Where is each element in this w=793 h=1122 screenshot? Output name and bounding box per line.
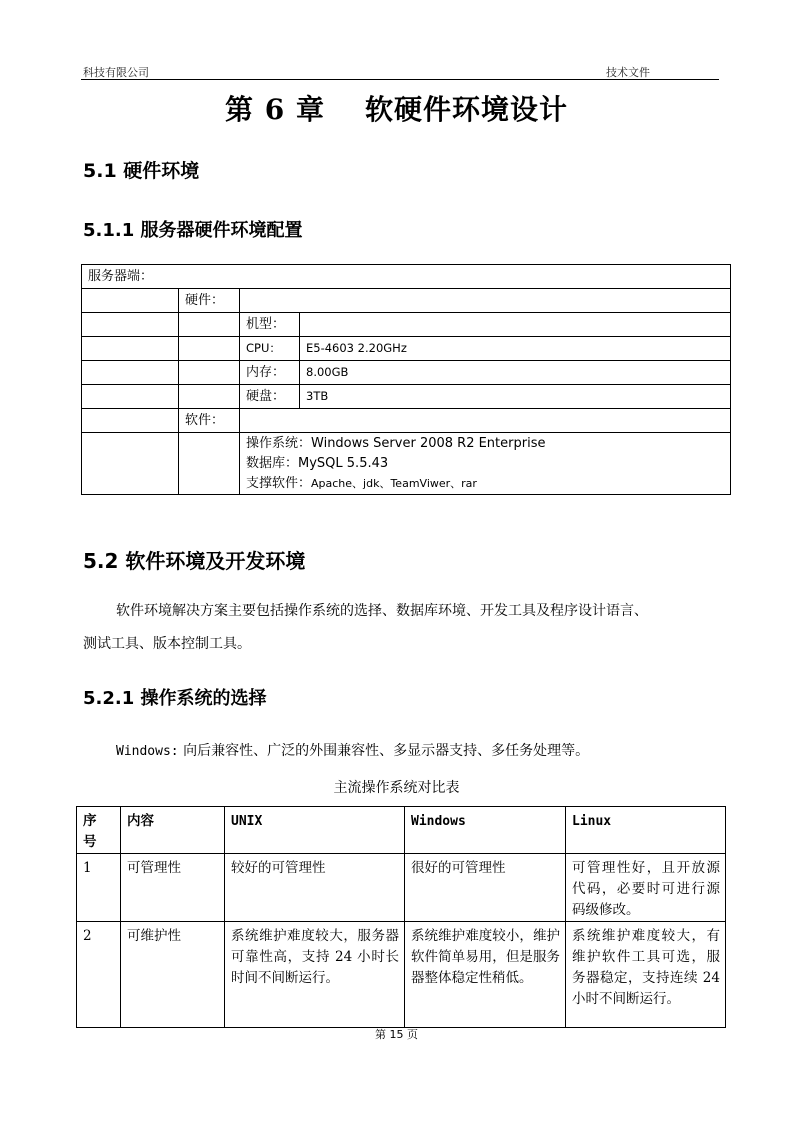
server-config-table [81,264,731,495]
header-doc-type: 技术文件 [606,66,650,79]
table-row [82,265,731,289]
chapter-number: 第 6 章 [225,93,325,126]
header-no: 序号 [77,807,121,854]
table-row [77,854,726,922]
section-5-2-1-heading: 5.2.1 操作系统的选择 [83,688,267,709]
windows-description [116,740,589,760]
table-caption: 主流操作系统对比表 [333,780,460,796]
cell-no: 2 [77,922,121,1028]
table-row [82,313,731,337]
table-row [82,361,731,385]
os-line: 操作系统：Windows Server 2008 R2 Enterprise [246,436,546,451]
chapter-name: 软硬件环境设计 [364,93,568,126]
windows-prefix: Windows: [116,744,179,759]
section-5-1-heading: 5.1 硬件环境 [83,160,200,182]
hw-label: CPU： [240,337,300,361]
table-row [82,289,731,313]
section-5-2-paragraph-line1: 软件环境解决方案主要包括操作系统的选择、数据库环境、开发工具及程序设计语言、 [116,603,648,619]
db-line: 数据库：MySQL 5.5.43 [246,456,389,471]
hw-value: 8.00GB [300,361,731,385]
section-5-1-1-heading: 5.1.1 服务器硬件环境配置 [83,220,303,241]
hw-value: 3TB [300,385,731,409]
header-windows: Windows [405,807,566,854]
cell-item: 可维护性 [121,922,225,1028]
hw-label: 硬盘： [240,385,300,409]
hardware-label: 硬件： [179,289,240,313]
table-row [82,385,731,409]
software-details [240,433,731,495]
section-5-2-paragraph-line2: 测试工具、版本控制工具。 [83,636,251,652]
section-5-2-heading: 5.2 软件环境及开发环境 [83,549,306,573]
table-header-row [77,807,726,854]
header-company: 科技有限公司 [83,66,149,79]
cell-windows: 很好的可管理性 [405,854,566,922]
cell-linux: 系统维护难度较大，有维护软件工具可选，服务器稳定，支持连续 24 小时不间断运行。 [566,922,726,1028]
header-unix: UNIX [225,807,405,854]
hw-value: E5-4603 2.20GHz [300,337,731,361]
support-line: 支撑软件：Apache、jdk、TeamViwer、rar [246,476,477,491]
header-linux: Linux [566,807,726,854]
hw-label: 机型： [240,313,300,337]
page-number: 第 15 页 [375,1028,418,1041]
chapter-title [0,88,793,128]
windows-text: 向后兼容性、广泛的外围兼容性、多显示器支持、多任务处理等。 [178,743,590,759]
table-row [82,433,731,495]
header-item: 内容 [121,807,225,854]
os-comparison-table [76,806,726,1028]
server-side-label: 服务器端： [82,265,731,289]
cell-unix: 较好的可管理性 [225,854,405,922]
cell-item: 可管理性 [121,854,225,922]
hw-label: 内存： [240,361,300,385]
cell-linux: 可管理性好，且开放源代码，必要时可进行源码级修改。 [566,854,726,922]
header-divider [81,79,719,80]
table-row [77,922,726,1028]
software-label: 软件： [179,409,240,433]
cell-unix: 系统维护难度较大，服务器可靠性高，支持 24 小时长时间不间断运行。 [225,922,405,1028]
hw-value [300,313,731,337]
table-row [82,337,731,361]
cell-windows: 系统维护难度较小，维护软件简单易用，但是服务器整体稳定性稍低。 [405,922,566,1028]
cell-no: 1 [77,854,121,922]
table-row [82,409,731,433]
